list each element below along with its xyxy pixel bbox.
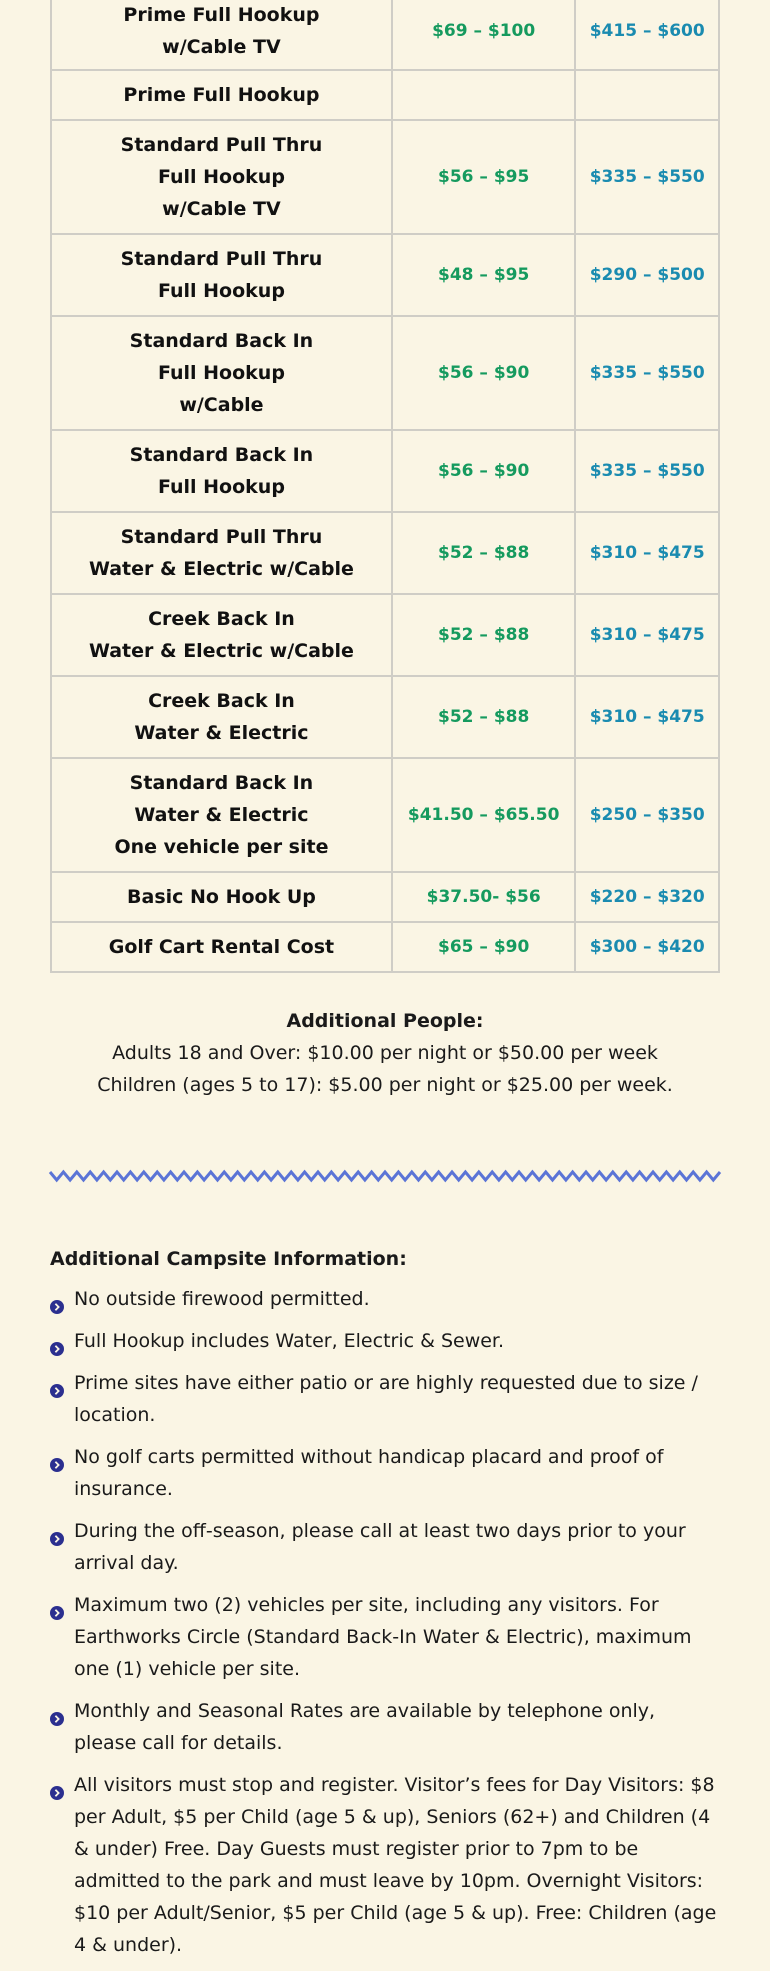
site-type-line: Prime Full Hookup [123, 3, 320, 26]
site-type-line: Full Hookup [157, 280, 285, 302]
rate-row [51, 512, 719, 594]
weekly-rate-cell: $415 – $600 [575, 0, 719, 70]
circle-chevron-right-icon [50, 1450, 64, 1464]
site-type-line: Full Hookup [157, 362, 285, 384]
site-type-line: Basic No Hook Up [127, 886, 316, 908]
list-item-text: Monthly and Seasonal Rates are available by telephone only, please call for details. [74, 1700, 656, 1754]
rate-row [51, 872, 719, 922]
site-type-cell [51, 676, 392, 758]
list-item-text: No golf carts permitted without handicap placard and proof of insurance. [74, 1446, 664, 1500]
site-type-line: Standard Pull Thru [120, 526, 323, 548]
list-item-text: Prime sites have either patio or are highly requested due to size / location. [74, 1372, 698, 1426]
additional-people-section [50, 1005, 720, 1101]
site-type-line: Creek Back In [148, 690, 295, 712]
site-type-line: Full Hookup [157, 166, 285, 188]
site-type-line: w/Cable TV [162, 35, 281, 58]
rate-row [51, 120, 719, 234]
nightly-rate-cell: $52 – $88 [392, 594, 576, 676]
campsite-info-section [50, 1243, 720, 1971]
circle-chevron-right-icon [50, 1376, 64, 1390]
weekly-rate-cell [575, 70, 719, 120]
circle-chevron-right-icon [50, 1524, 64, 1538]
nightly-rate-cell: $52 – $88 [392, 676, 576, 758]
site-type-line: w/Cable [179, 394, 264, 416]
campsite-info-heading: Additional Campsite Information: [50, 1248, 407, 1270]
circle-chevron-right-icon [50, 1704, 64, 1718]
weekly-rate-cell: $290 – $500 [575, 234, 719, 316]
rates-table [50, 0, 720, 973]
site-type-cell [51, 316, 392, 430]
site-type-line: Standard Pull Thru [120, 248, 323, 270]
weekly-rate-cell: $250 – $350 [575, 758, 719, 872]
list-item [50, 1325, 720, 1357]
site-type-line: Water & Electric [134, 804, 309, 826]
nightly-rate-cell: $41.50 – $65.50 [392, 758, 576, 872]
list-item [50, 1441, 720, 1505]
list-item-text: All visitors must stop and register. Visitor’s fees for Day Visitors: $8 per Adult, $5 per Child (age 5 & up), Seniors (62+) and Children (4 & under) Free. Day Guests must register prior to 7pm to be admitted to the park and must leave by 10pm. Overnight Visitors: $10 per Adult/Senior, $5 per Child (age 5 & up). Free: Children (age 4 & under). [74, 1774, 717, 1956]
list-item-text: During the off-season, please call at least two days prior to your arrival day. [74, 1520, 686, 1574]
weekly-rate-cell: $335 – $550 [575, 430, 719, 512]
rate-row [51, 316, 719, 430]
list-item-text: No outside firewood permitted. [74, 1288, 370, 1310]
site-type-cell [51, 120, 392, 234]
weekly-rate-cell: $310 – $475 [575, 594, 719, 676]
nightly-rate-cell: $56 – $95 [392, 120, 576, 234]
adults-rate-text: Adults 18 and Over: $10.00 per night or $50.00 per week [112, 1042, 658, 1064]
additional-people-heading: Additional People: [286, 1010, 484, 1032]
site-type-line: Water & Electric w/Cable [88, 558, 354, 580]
rate-row [51, 70, 719, 120]
nightly-rate-cell: $69 – $100 [392, 0, 576, 70]
site-type-line: Prime Full Hookup [123, 84, 320, 106]
weekly-rate-cell: $335 – $550 [575, 316, 719, 430]
nightly-rate-cell [392, 70, 576, 120]
site-type-line: Standard Back In [129, 444, 314, 466]
list-item [50, 1695, 720, 1759]
weekly-rate-cell: $335 – $550 [575, 120, 719, 234]
circle-chevron-right-icon [50, 1334, 64, 1348]
rate-row [51, 234, 719, 316]
nightly-rate-cell: $56 – $90 [392, 316, 576, 430]
site-type-line: Water & Electric [134, 722, 309, 744]
site-type-line: Standard Back In [129, 772, 314, 794]
site-type-cell [51, 0, 392, 70]
site-type-cell [51, 234, 392, 316]
list-item [50, 1367, 720, 1431]
list-item-text: Maximum two (2) vehicles per site, including any visitors. For Earthworks Circle (Standard Back-In Water & Electric), maximum one (1) vehicle per site. [74, 1594, 692, 1680]
rate-row [51, 430, 719, 512]
weekly-rate-cell: $310 – $475 [575, 676, 719, 758]
site-type-line: w/Cable TV [162, 198, 281, 220]
site-type-line: Water & Electric w/Cable [88, 640, 354, 662]
rate-row [51, 922, 719, 972]
site-type-cell [51, 758, 392, 872]
site-type-line: Golf Cart Rental Cost [108, 936, 335, 958]
nightly-rate-cell: $52 – $88 [392, 512, 576, 594]
site-type-line: Full Hookup [157, 476, 285, 498]
circle-chevron-right-icon [50, 1778, 64, 1792]
nightly-rate-cell: $65 – $90 [392, 922, 576, 972]
circle-chevron-right-icon [50, 1598, 64, 1612]
site-type-cell [51, 70, 392, 120]
nightly-rate-cell: $37.50- $56 [392, 872, 576, 922]
site-type-cell [51, 594, 392, 676]
rates-table-body [51, 0, 719, 972]
list-item [50, 1515, 720, 1579]
list-item [50, 1589, 720, 1685]
site-type-cell [51, 512, 392, 594]
site-type-line: Standard Back In [129, 330, 314, 352]
zigzag-divider [50, 1167, 720, 1185]
site-type-line: Standard Pull Thru [120, 134, 323, 156]
site-type-cell [51, 872, 392, 922]
rate-row [51, 758, 719, 872]
list-item [50, 1283, 720, 1315]
rate-row [51, 594, 719, 676]
children-rate-text: Children (ages 5 to 17): $5.00 per night or $25.00 per week. [97, 1074, 673, 1096]
nightly-rate-cell: $56 – $90 [392, 430, 576, 512]
nightly-rate-cell: $48 – $95 [392, 234, 576, 316]
campsite-info-list [50, 1283, 720, 1961]
list-item [50, 1769, 720, 1961]
weekly-rate-cell: $300 – $420 [575, 922, 719, 972]
site-type-line: One vehicle per site [114, 836, 329, 858]
list-item-text: Full Hookup includes Water, Electric & Sewer. [74, 1330, 505, 1352]
site-type-line: Creek Back In [148, 608, 295, 630]
site-type-cell [51, 430, 392, 512]
circle-chevron-right-icon [50, 1292, 64, 1306]
weekly-rate-cell: $220 – $320 [575, 872, 719, 922]
weekly-rate-cell: $310 – $475 [575, 512, 719, 594]
rate-row [51, 0, 719, 70]
rate-row [51, 676, 719, 758]
site-type-cell [51, 922, 392, 972]
